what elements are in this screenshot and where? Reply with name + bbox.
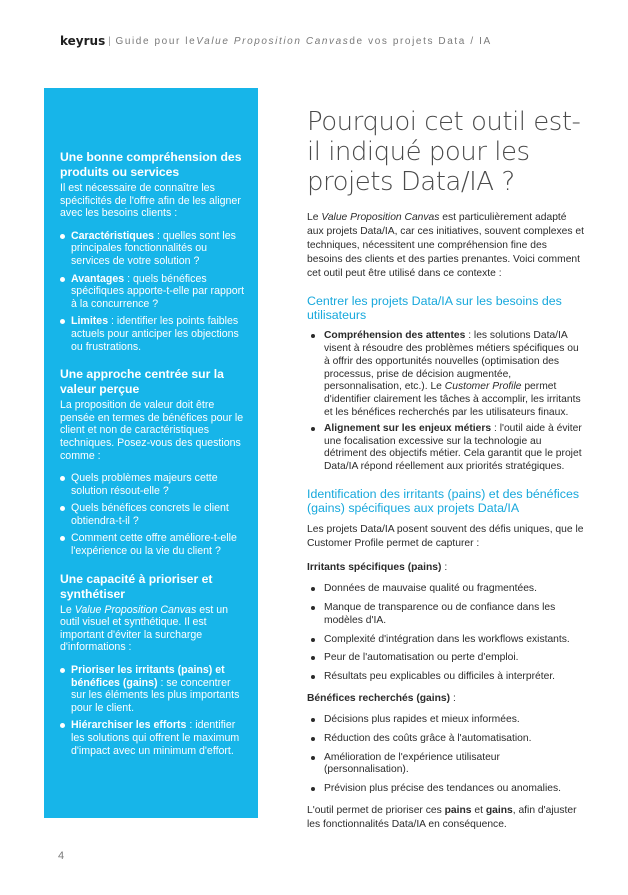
- list-item: Réduction des coûts grâce à l'automatisation.: [307, 733, 585, 746]
- list-item: Manque de transparence ou de confiance dans les modèles d'IA.: [307, 602, 585, 628]
- closing-bold-gains: gains: [485, 804, 513, 816]
- item-text: : l'outil aide à éviter une focalisation excessive sur la technologie au détriment des objectifs métier. Cela garantit que le projet Data/IA répond réellement aux priorités stratégiques.: [324, 422, 582, 473]
- intro-pre: Le: [307, 212, 322, 223]
- text-italic: Value Proposition Canvas: [74, 603, 197, 616]
- sidebar-list: [60, 472, 248, 558]
- item-bold: Avantages: [71, 272, 125, 285]
- header-title-italic: Value Proposition Canvas: [196, 35, 350, 47]
- sidebar-text: La proposition de valeur doit être pensée en termes de bénéfices pour le client et non de caractéristiques techniques. Posez-vous des questions comme :: [60, 399, 244, 462]
- pains-list: [307, 583, 585, 684]
- list-item: Résultats peu explicables ou difficiles à interpréter.: [307, 671, 585, 684]
- list-item: Comment cette offre améliore-t-elle l'expérience ou la vie du client ?: [60, 532, 248, 557]
- closing-post: , afin d'ajuster les fonctionnalités Data/IA en conséquence.: [307, 804, 577, 830]
- pains-label: Irritants spécifiques (pains): [307, 562, 442, 574]
- item-italic: Customer Profile: [444, 381, 522, 393]
- closing-mid: et: [471, 804, 486, 816]
- header-title-post: de vos projets Data / IA: [349, 35, 492, 47]
- item-bold: Caractéristiques: [71, 229, 155, 242]
- list-item: [60, 719, 248, 757]
- page-title: Pourquoi cet outil est-il indiqué pour les projets Data/IA ?: [307, 107, 581, 197]
- sidebar-section-3: [60, 572, 248, 758]
- list-item: [60, 273, 248, 311]
- item-text: permet d'identifier clairement les tâches à accomplir, les irritants et les bénéfices recherchés par les utilisateurs finaux.: [324, 381, 581, 418]
- sidebar-heading: Une approche centrée sur la valeur perçue: [60, 367, 224, 397]
- list-item: Peur de l'automatisation ou perte d'emploi.: [307, 652, 585, 665]
- header-title-pre: Guide pour le: [115, 35, 197, 47]
- section-heading: Centrer les projets Data/IA sur les besoins des utilisateurs: [307, 294, 562, 322]
- intro-post: est particulièrement adapté aux projets Data/IA, car ces initiatives, souvent complexes et techniques, nécessitent une compréhension fine des besoins des clients et des parties prenantes. Voici comment cet outil peut être utilisé dans ce contexte :: [307, 212, 585, 279]
- page-header: [60, 33, 492, 49]
- item-bold: Limites: [71, 315, 109, 328]
- sidebar-list: [60, 230, 248, 353]
- list-item: Quels bénéfices concrets le client obtiendra-t-il ?: [60, 502, 248, 527]
- closing-bold-pains: pains: [444, 804, 472, 816]
- item-bold: Prioriser les irritants (pains) et bénéfices (gains): [71, 664, 225, 689]
- list-item: [60, 230, 248, 268]
- sidebar-heading: Une capacité à prioriser et synthétiser: [60, 571, 213, 601]
- list-item: [60, 315, 248, 353]
- intro-italic: Value Proposition Canvas: [321, 212, 440, 223]
- item-text: : quelles sont les principales fonctionnalités ou services de votre solution ?: [71, 229, 236, 267]
- list-item: [307, 423, 585, 474]
- sidebar-text: Il est nécessaire de connaître les spécificités de l'offre afin de les aligner avec les besoins clients :: [60, 182, 241, 220]
- gains-colon: :: [450, 692, 456, 704]
- list-item: Décisions plus rapides et mieux informées.: [307, 714, 585, 727]
- list-item: Quels problèmes majeurs cette solution résout-elle ?: [60, 472, 248, 497]
- item-bold: Alignement sur les enjeux métiers: [324, 422, 492, 434]
- header-separator: |: [108, 35, 113, 47]
- sidebar-text: [60, 604, 248, 654]
- sidebar-heading: Une bonne compréhension des produits ou services: [60, 150, 242, 179]
- gains-label: Bénéfices recherchés (gains): [307, 692, 451, 704]
- sidebar-section-2: [60, 367, 248, 558]
- main-column: [307, 107, 585, 842]
- sidebar-list: [60, 664, 248, 757]
- keyrus-logo: keyrus: [60, 34, 106, 48]
- list-item: [60, 664, 248, 714]
- pains-colon: :: [441, 562, 448, 574]
- item-text: : les solutions Data/IA visent à résoudre des problèmes métiers spécifiques ou à offrir des opportunités nouvelles (optimisation des processus, prise de décision augmentée, personnalisation, etc.). Le: [324, 330, 579, 393]
- section-1-list: [307, 330, 585, 474]
- section-heading: Identification des irritants (pains) et des bénéfices (gains) spécifiques aux projets Data/IA: [307, 486, 580, 515]
- list-item: Données de mauvaise qualité ou fragmentées.: [307, 583, 585, 596]
- item-bold: Hiérarchiser les efforts: [71, 719, 187, 732]
- sidebar-panel: [44, 88, 258, 818]
- page-number: 4: [58, 850, 65, 862]
- closing-paragraph: [307, 804, 585, 832]
- item-bold: Compréhension des attentes: [324, 330, 466, 342]
- gains-list: [307, 714, 585, 796]
- list-item: Amélioration de l'expérience utilisateur (personnalisation).: [307, 752, 585, 778]
- closing-pre: L'outil permet de prioriser ces: [307, 804, 445, 816]
- text-post: est un outil visuel et synthétique. Il est important d'éviter la surcharge d'informations :: [60, 603, 229, 654]
- item-text: : quels bénéfices spécifiques apporte-t-elle par rapport à la concurrence ?: [71, 272, 245, 310]
- intro-paragraph: [307, 211, 585, 281]
- list-item: [307, 330, 585, 420]
- list-item: Prévision plus précise des tendances ou anomalies.: [307, 783, 585, 796]
- list-item: Complexité d'intégration dans les workflows existants.: [307, 634, 585, 647]
- pains-heading: [307, 561, 585, 575]
- item-text: : identifier les solutions qui offrent le maximum d'impact avec un minimum d'effort.: [71, 719, 240, 757]
- item-text: : se concentrer sur les éléments les plus importants pour le client.: [71, 676, 240, 714]
- gains-heading: [307, 692, 585, 706]
- section-2-text: Les projets Data/IA posent souvent des défis uniques, que le Customer Profile permet de capturer :: [307, 524, 584, 550]
- text-pre: Le: [60, 603, 75, 616]
- item-text: : identifier les points faibles actuels pour anticiper les objections ou frustrations.: [71, 315, 239, 353]
- sidebar-section-1: [60, 150, 248, 353]
